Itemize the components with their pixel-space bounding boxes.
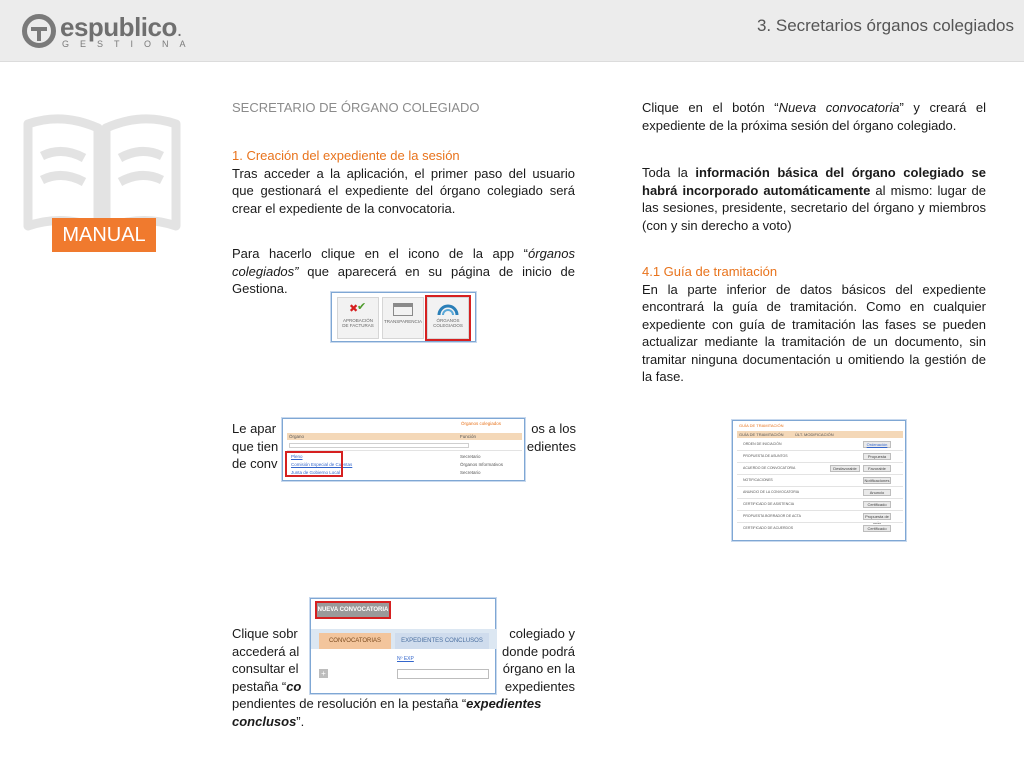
list-row-role: Órganos Informativos [460,462,504,467]
s4-line4-a: pestaña “ [232,678,287,694]
section-1-title: 1. Creación del expediente de la sesión [232,148,460,163]
espublico-logo [22,12,197,52]
guia-row-label: ANUNCIO DE LA CONVOCATORIA [743,490,800,494]
section-4-left [232,625,312,695]
s4-line2-left: accederá al [232,643,300,659]
apps-screenshot [331,292,476,342]
page-header [0,0,1024,62]
s4-line4-left [232,678,312,696]
row-divider [737,462,903,463]
convocatoria-screenshot [310,598,496,694]
guia-row-button-2[interactable]: Desfavorable [830,465,860,472]
s3-line2-right: edientes [526,438,576,454]
tile-facturas-label: APROBACIÓN DE FACTURAS [342,318,374,328]
logo-mark-icon [22,14,56,48]
highlight-box [315,601,391,619]
guia-row-label: CERTIFICADO DE ASISTENCIA [743,502,795,506]
guia-row-button[interactable]: Ordenación [863,441,891,448]
guia-row-label: NOTIFICACIONES [743,478,773,482]
guia-tramitacion-text: En la parte inferior de datos básicos del expediente encontrará la guía de tramitación. Como en cualquier expediente con guía de tramitación las fases se pueden actualizar mediante la tramitación de un documento, sin tramitar ninguna documentación u omitiendo la gestión de la fase. [642,281,986,384]
guia-row-button[interactable]: Certificado [863,525,891,532]
section-2 [232,245,575,298]
guia-row-button[interactable]: Certificado [863,501,891,508]
highlight-box [285,451,343,477]
col-num-exp[interactable]: Nº EXP [397,656,414,662]
section-3-right [526,420,576,455]
s4-line1-left: Clique sobr [232,626,298,641]
guia-row-label: ORDEN DE INICIACIÓN [743,442,782,446]
organos-list-screenshot [282,418,525,481]
guia-row-button[interactable]: Favorable [863,465,891,472]
s3-line2-left: que tien [232,438,279,454]
s4-line6-text: ”. [296,713,305,729]
s4-line6-em: conclusos [232,713,297,729]
tile-transparencia-label: TRANSPARENCIA [384,319,422,324]
row-divider [737,474,903,475]
guia-row-button[interactable]: Anuncio [863,489,891,496]
list-row-link[interactable]: Pleno [291,454,303,459]
tab-convocatorias[interactable]: CONVOCATORIAS [319,633,391,649]
s4-line1-right: colegiado y [509,626,575,641]
new-convocatoria-button[interactable]: NUEVA CONVOCATORIA [317,603,389,617]
row-divider [737,510,903,511]
s3-line1-left: Le apar [232,421,277,436]
s4-line5-text: pendientes de resolución en la pestaña “ [232,696,467,711]
list-col-organo: Órgano [289,434,305,439]
logo-subtitle: GESTIONA [62,39,197,49]
s3-line1-right: os a los [531,421,576,436]
right-p1-text [642,99,986,134]
s4-line5-em: expedientes [466,696,542,711]
guia-screenshot [732,420,906,541]
highlight-box [425,295,471,341]
guia-header: GUÍA DE TRAMITACIÓN [739,423,784,428]
tile-transparencia [382,297,424,339]
guia-col-2: ÚLT. MODIFICACIÓN [795,432,834,437]
list-row-link[interactable]: Junta de Gobierno Local [291,470,341,475]
p2-part-a: Toda la [642,165,696,180]
list-row-role: Secretario [460,454,481,459]
section-2-emphasis: órganos colegiados” [232,246,575,279]
filter-input[interactable] [289,443,469,448]
add-icon[interactable]: + [319,669,328,678]
tab-expedientes-conclusos[interactable]: EXPEDIENTES CONCLUSOS [395,633,489,649]
row-divider [737,498,903,499]
p1-part-b: ” y creará el expediente de la próxima sesión del órgano colegiado. [642,100,986,133]
list-row-link[interactable]: Comisión Especial de Cuentas [291,462,353,467]
right-p2 [642,164,986,234]
row-divider [737,486,903,487]
guia-row-label: PROPUESTA BORRADOR DE ACTA [743,514,802,518]
row-divider [737,522,903,523]
left-heading [232,99,575,117]
building-icon [393,303,413,316]
logo-brand: espublico [60,12,177,42]
guia-row-label: CERTIFICADO DE ACUERDOS [743,526,794,530]
section-2-part-a: Para hacerlo clique en el icono de la app “ [232,246,529,261]
section-title: 3. Secretarios órganos colegiados [756,16,1014,35]
right-p2-text [642,164,986,234]
s4-line6 [232,713,575,731]
section-1-text: Tras acceder a la aplicación, el primer paso del usuario que gestionará el expediente del órgano colegiado será crear el expediente de la convocatoria. [232,165,575,216]
s4-line4-right: expedientes [504,678,575,694]
left-heading-text: SECRETARIO DE ÓRGANO COLEGIADO [232,100,480,115]
list-col-funcion: Función [460,434,477,439]
guia-row-button[interactable]: Propuesta [863,453,891,460]
list-header-bar [287,433,522,440]
guia-row-button[interactable]: Propuesta de [863,513,891,520]
guia-tramitacion-title: 4.1 Guía de tramitación [642,264,778,279]
section-1 [232,147,575,217]
invoice-icon: ✖ ✔ [349,301,367,315]
section-2-text [232,245,575,298]
s4-line3-right: órgano en la [502,661,575,676]
search-input[interactable] [397,669,489,679]
p1-part-a: Clique en el botón “ [642,100,779,115]
p2-strong: información básica del órgano colegiado se habrá incorporado automáticamente [642,165,986,198]
right-p1 [642,99,986,134]
p1-emphasis: Nueva convocatoria [778,100,900,115]
list-row-role: Secretario [460,470,481,475]
guia-col-1: GUÍA DE TRAMITACIÓN [739,432,784,437]
p2-part-b: al mismo: lugar de las sesiones, presidente, secretario del órgano y miembros (con y sin derecho a voto) [642,182,986,233]
right-p3 [642,263,986,386]
guia-row-label: ACUERDO DE CONVOCATORIA [743,466,796,470]
s4-line5 [232,695,575,713]
tile-facturas [337,297,379,339]
s4-line3-left: consultar el [232,661,299,676]
section-4-right [497,625,575,695]
list-title: Órganos colegiados [461,421,502,426]
s3-line3-left: de conv [232,456,278,471]
tile-organos-label: ÓRGANOS COLEGIADOS [433,318,463,328]
section-4-bottom [232,695,575,730]
guia-row-label: PROPUESTA DE ASUNTOS [743,454,788,458]
row-divider [737,450,903,451]
s4-line2-right: donde podrá [501,643,575,659]
manual-tag: MANUAL [52,218,156,252]
guia-row-button[interactable]: Notificaciones [864,478,890,483]
s4-line4-b: co [286,678,302,694]
logo-dot: . [176,20,182,41]
section-2-part-b: que aparecerá en su página de inicio de Gestiona. [232,263,575,296]
